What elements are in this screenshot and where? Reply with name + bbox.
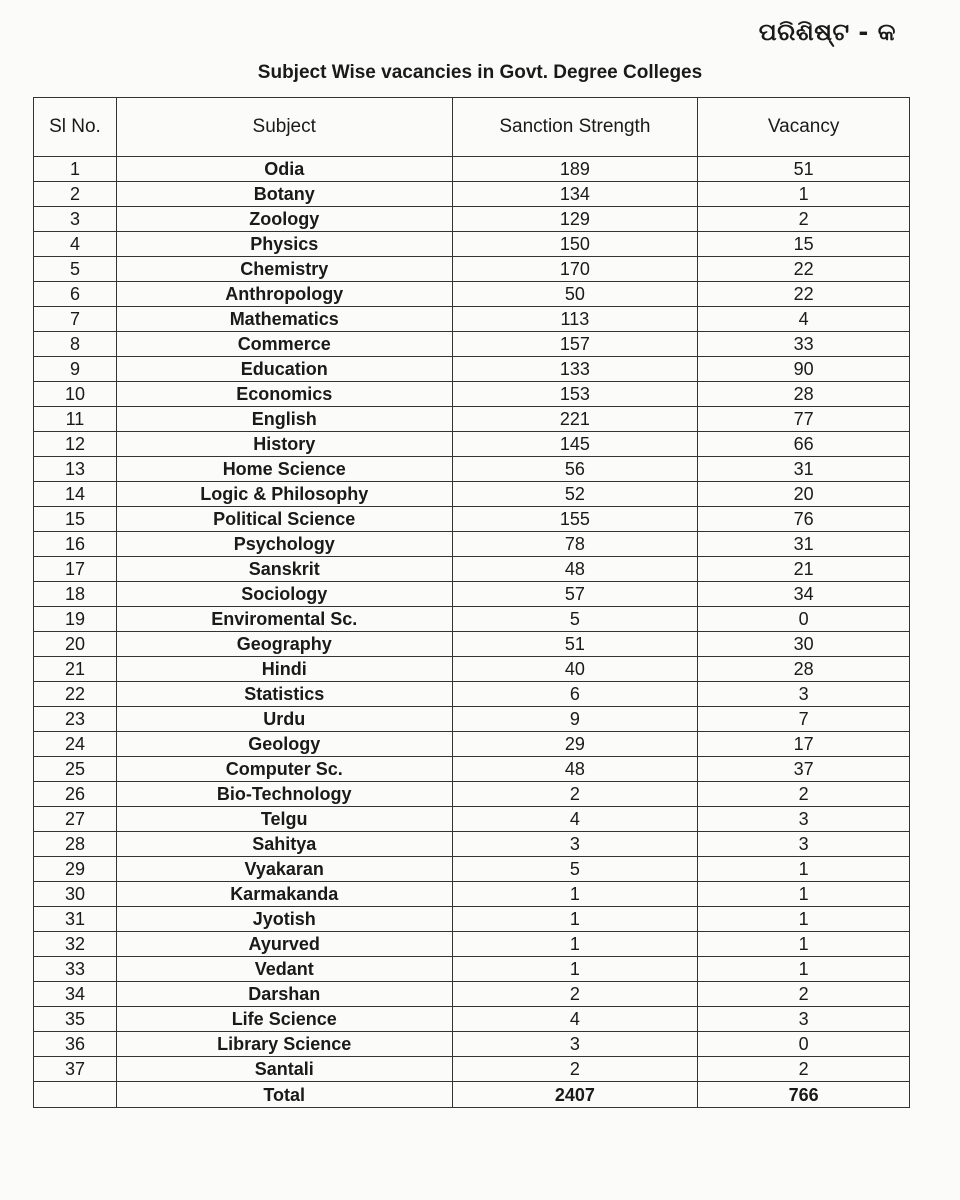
table-row bbox=[34, 282, 910, 307]
table-row bbox=[34, 607, 910, 632]
subject-cell: Vyakaran bbox=[116, 857, 452, 882]
subject-cell: Home Science bbox=[116, 457, 452, 482]
vacancy-cell: 0 bbox=[698, 1032, 910, 1057]
sanction-strength-cell: 2 bbox=[452, 982, 698, 1007]
table-row bbox=[34, 632, 910, 657]
subject-cell: Ayurved bbox=[116, 932, 452, 957]
sl-no-cell: 33 bbox=[34, 957, 117, 982]
vacancy-cell: 2 bbox=[698, 207, 910, 232]
sanction-strength-cell: 129 bbox=[452, 207, 698, 232]
sl-no-cell: 3 bbox=[34, 207, 117, 232]
vacancy-cell: 3 bbox=[698, 807, 910, 832]
vacancy-cell: 17 bbox=[698, 732, 910, 757]
sl-no-cell: 34 bbox=[34, 982, 117, 1007]
vacancy-cell: 21 bbox=[698, 557, 910, 582]
table-row bbox=[34, 957, 910, 982]
sl-no-cell: 7 bbox=[34, 307, 117, 332]
subject-cell: Sahitya bbox=[116, 832, 452, 857]
table-row bbox=[34, 757, 910, 782]
subject-cell: Enviromental Sc. bbox=[116, 607, 452, 632]
table-row bbox=[34, 307, 910, 332]
vacancy-cell: 37 bbox=[698, 757, 910, 782]
total-sanction-strength: 2407 bbox=[452, 1082, 698, 1108]
table-row bbox=[34, 482, 910, 507]
sl-no-cell: 12 bbox=[34, 432, 117, 457]
sanction-strength-cell: 133 bbox=[452, 357, 698, 382]
vacancy-cell: 7 bbox=[698, 707, 910, 732]
table-body bbox=[34, 157, 910, 1082]
sanction-strength-cell: 221 bbox=[452, 407, 698, 432]
sanction-strength-cell: 1 bbox=[452, 907, 698, 932]
subject-cell: Mathematics bbox=[116, 307, 452, 332]
sl-no-cell: 5 bbox=[34, 257, 117, 282]
header-vacancy: Vacancy bbox=[698, 98, 910, 157]
table-row bbox=[34, 257, 910, 282]
table-row bbox=[34, 1057, 910, 1082]
subject-cell: Education bbox=[116, 357, 452, 382]
header-subject: Subject bbox=[116, 98, 452, 157]
subject-cell: Logic & Philosophy bbox=[116, 482, 452, 507]
sl-no-cell: 6 bbox=[34, 282, 117, 307]
subject-cell: History bbox=[116, 432, 452, 457]
sanction-strength-cell: 1 bbox=[452, 957, 698, 982]
sl-no-cell: 18 bbox=[34, 582, 117, 607]
vacancy-cell: 66 bbox=[698, 432, 910, 457]
total-vacancy: 766 bbox=[698, 1082, 910, 1108]
sl-no-cell: 36 bbox=[34, 1032, 117, 1057]
subject-cell: Zoology bbox=[116, 207, 452, 232]
subject-cell: Karmakanda bbox=[116, 882, 452, 907]
subject-cell: Telgu bbox=[116, 807, 452, 832]
table-row bbox=[34, 532, 910, 557]
subject-cell: Anthropology bbox=[116, 282, 452, 307]
page-title: Subject Wise vacancies in Govt. Degree Colleges bbox=[257, 62, 703, 83]
sl-no-cell: 26 bbox=[34, 782, 117, 807]
sl-no-cell: 1 bbox=[34, 157, 117, 182]
sanction-strength-cell: 6 bbox=[452, 682, 698, 707]
subject-cell: Geology bbox=[116, 732, 452, 757]
sl-no-cell: 11 bbox=[34, 407, 117, 432]
table-row bbox=[34, 457, 910, 482]
sl-no-cell: 19 bbox=[34, 607, 117, 632]
sanction-strength-cell: 48 bbox=[452, 557, 698, 582]
table-row bbox=[34, 782, 910, 807]
sanction-strength-cell: 3 bbox=[452, 832, 698, 857]
table-row bbox=[34, 657, 910, 682]
subject-cell: Life Science bbox=[116, 1007, 452, 1032]
header-sl-no: Sl No. bbox=[34, 98, 117, 157]
table-row bbox=[34, 707, 910, 732]
vacancy-cell: 51 bbox=[698, 157, 910, 182]
table-row bbox=[34, 832, 910, 857]
vacancy-cell: 20 bbox=[698, 482, 910, 507]
vacancy-cell: 1 bbox=[698, 932, 910, 957]
sanction-strength-cell: 150 bbox=[452, 232, 698, 257]
table-row bbox=[34, 907, 910, 932]
subject-cell: Physics bbox=[116, 232, 452, 257]
vacancy-cell: 2 bbox=[698, 782, 910, 807]
table-row bbox=[34, 557, 910, 582]
vacancy-cell: 76 bbox=[698, 507, 910, 532]
sanction-strength-cell: 3 bbox=[452, 1032, 698, 1057]
table-row bbox=[34, 857, 910, 882]
sanction-strength-cell: 1 bbox=[452, 882, 698, 907]
subject-cell: Economics bbox=[116, 382, 452, 407]
sanction-strength-cell: 51 bbox=[452, 632, 698, 657]
table-row bbox=[34, 157, 910, 182]
vacancy-cell: 34 bbox=[698, 582, 910, 607]
vacancy-cell: 1 bbox=[698, 957, 910, 982]
table-row bbox=[34, 332, 910, 357]
table-row bbox=[34, 732, 910, 757]
sanction-strength-cell: 4 bbox=[452, 1007, 698, 1032]
sl-no-cell: 23 bbox=[34, 707, 117, 732]
table-row bbox=[34, 232, 910, 257]
subject-cell: Hindi bbox=[116, 657, 452, 682]
sanction-strength-cell: 134 bbox=[452, 182, 698, 207]
sl-no-cell: 31 bbox=[34, 907, 117, 932]
vacancy-cell: 2 bbox=[698, 1057, 910, 1082]
subject-cell: Statistics bbox=[116, 682, 452, 707]
sanction-strength-cell: 170 bbox=[452, 257, 698, 282]
sanction-strength-cell: 56 bbox=[452, 457, 698, 482]
vacancy-cell: 1 bbox=[698, 882, 910, 907]
sl-no-cell: 9 bbox=[34, 357, 117, 382]
sanction-strength-cell: 5 bbox=[452, 607, 698, 632]
sanction-strength-cell: 29 bbox=[452, 732, 698, 757]
subject-cell: Library Science bbox=[116, 1032, 452, 1057]
vacancy-cell: 77 bbox=[698, 407, 910, 432]
subject-cell: Darshan bbox=[116, 982, 452, 1007]
table-row bbox=[34, 582, 910, 607]
sl-no-cell: 37 bbox=[34, 1057, 117, 1082]
table-row bbox=[34, 432, 910, 457]
subject-cell: Urdu bbox=[116, 707, 452, 732]
subject-cell: Odia bbox=[116, 157, 452, 182]
total-label: Total bbox=[116, 1082, 452, 1108]
sanction-strength-cell: 1 bbox=[452, 932, 698, 957]
sl-no-cell: 2 bbox=[34, 182, 117, 207]
sl-no-cell: 32 bbox=[34, 932, 117, 957]
table-row bbox=[34, 407, 910, 432]
table-row bbox=[34, 382, 910, 407]
sl-no-cell: 17 bbox=[34, 557, 117, 582]
sanction-strength-cell: 189 bbox=[452, 157, 698, 182]
subject-cell: Chemistry bbox=[116, 257, 452, 282]
sl-no-cell: 14 bbox=[34, 482, 117, 507]
vacancy-cell: 90 bbox=[698, 357, 910, 382]
sl-no-cell: 25 bbox=[34, 757, 117, 782]
vacancy-cell: 22 bbox=[698, 282, 910, 307]
sl-no-cell: 20 bbox=[34, 632, 117, 657]
table-row bbox=[34, 682, 910, 707]
table-row bbox=[34, 507, 910, 532]
vacancy-cell: 1 bbox=[698, 907, 910, 932]
sanction-strength-cell: 48 bbox=[452, 757, 698, 782]
sl-no-cell: 27 bbox=[34, 807, 117, 832]
subject-cell: Vedant bbox=[116, 957, 452, 982]
vacancy-cell: 15 bbox=[698, 232, 910, 257]
table-row bbox=[34, 982, 910, 1007]
sl-no-cell: 22 bbox=[34, 682, 117, 707]
vacancy-cell: 28 bbox=[698, 657, 910, 682]
sanction-strength-cell: 50 bbox=[452, 282, 698, 307]
sl-no-cell: 30 bbox=[34, 882, 117, 907]
table-row bbox=[34, 932, 910, 957]
table-row bbox=[34, 882, 910, 907]
vacancy-cell: 3 bbox=[698, 1007, 910, 1032]
sanction-strength-cell: 57 bbox=[452, 582, 698, 607]
sl-no-cell: 35 bbox=[34, 1007, 117, 1032]
sanction-strength-cell: 4 bbox=[452, 807, 698, 832]
sanction-strength-cell: 153 bbox=[452, 382, 698, 407]
table-row bbox=[34, 807, 910, 832]
subject-cell: Geography bbox=[116, 632, 452, 657]
total-sl-cell bbox=[34, 1082, 117, 1108]
subject-cell: Botany bbox=[116, 182, 452, 207]
subject-cell: English bbox=[116, 407, 452, 432]
vacancy-cell: 1 bbox=[698, 182, 910, 207]
vacancy-cell: 2 bbox=[698, 982, 910, 1007]
sanction-strength-cell: 40 bbox=[452, 657, 698, 682]
sanction-strength-cell: 9 bbox=[452, 707, 698, 732]
table-row bbox=[34, 1032, 910, 1057]
table-row bbox=[34, 182, 910, 207]
sl-no-cell: 24 bbox=[34, 732, 117, 757]
subject-cell: Psychology bbox=[116, 532, 452, 557]
sanction-strength-cell: 145 bbox=[452, 432, 698, 457]
vacancy-cell: 1 bbox=[698, 857, 910, 882]
sl-no-cell: 16 bbox=[34, 532, 117, 557]
vacancy-cell: 3 bbox=[698, 832, 910, 857]
sanction-strength-cell: 2 bbox=[452, 782, 698, 807]
vacancy-cell: 3 bbox=[698, 682, 910, 707]
sl-no-cell: 29 bbox=[34, 857, 117, 882]
vacancy-cell: 28 bbox=[698, 382, 910, 407]
vacancy-cell: 31 bbox=[698, 457, 910, 482]
subject-cell: Bio-Technology bbox=[116, 782, 452, 807]
header-sanction-strength: Sanction Strength bbox=[452, 98, 698, 157]
sanction-strength-cell: 52 bbox=[452, 482, 698, 507]
sanction-strength-cell: 157 bbox=[452, 332, 698, 357]
sl-no-cell: 8 bbox=[34, 332, 117, 357]
subject-cell: Commerce bbox=[116, 332, 452, 357]
total-row bbox=[34, 1082, 910, 1108]
sl-no-cell: 28 bbox=[34, 832, 117, 857]
table-row bbox=[34, 207, 910, 232]
sl-no-cell: 10 bbox=[34, 382, 117, 407]
sl-no-cell: 4 bbox=[34, 232, 117, 257]
annex-label: ପରିଶିଷ୍ଟ - କ bbox=[758, 18, 896, 46]
subject-cell: Computer Sc. bbox=[116, 757, 452, 782]
table-row bbox=[34, 1007, 910, 1032]
sl-no-cell: 21 bbox=[34, 657, 117, 682]
vacancy-cell: 0 bbox=[698, 607, 910, 632]
subject-cell: Sanskrit bbox=[116, 557, 452, 582]
header-row bbox=[34, 98, 910, 157]
subject-cell: Political Science bbox=[116, 507, 452, 532]
sanction-strength-cell: 155 bbox=[452, 507, 698, 532]
vacancy-cell: 4 bbox=[698, 307, 910, 332]
vacancy-cell: 33 bbox=[698, 332, 910, 357]
subject-cell: Sociology bbox=[116, 582, 452, 607]
sanction-strength-cell: 5 bbox=[452, 857, 698, 882]
sanction-strength-cell: 113 bbox=[452, 307, 698, 332]
subject-cell: Santali bbox=[116, 1057, 452, 1082]
sanction-strength-cell: 78 bbox=[452, 532, 698, 557]
table-row bbox=[34, 357, 910, 382]
subject-cell: Jyotish bbox=[116, 907, 452, 932]
sl-no-cell: 15 bbox=[34, 507, 117, 532]
vacancy-cell: 31 bbox=[698, 532, 910, 557]
vacancy-table bbox=[33, 97, 910, 1108]
sanction-strength-cell: 2 bbox=[452, 1057, 698, 1082]
sl-no-cell: 13 bbox=[34, 457, 117, 482]
vacancy-cell: 30 bbox=[698, 632, 910, 657]
vacancy-cell: 22 bbox=[698, 257, 910, 282]
